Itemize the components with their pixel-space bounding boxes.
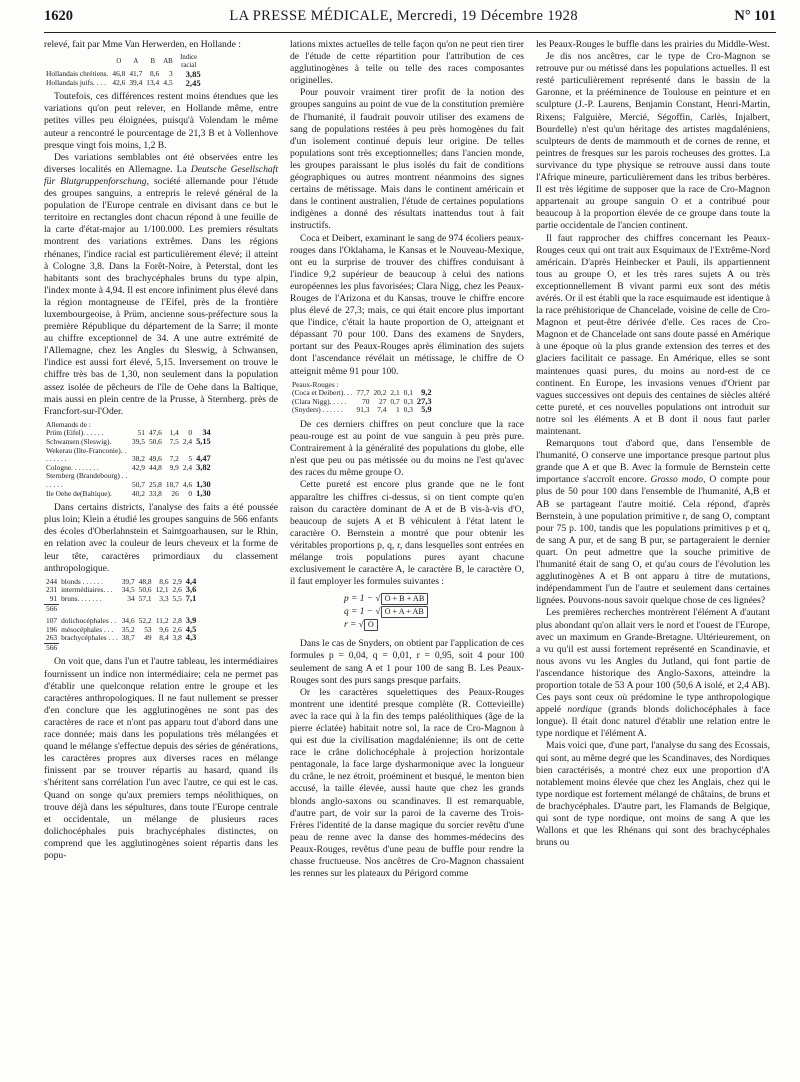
cell: 8,6: [149, 69, 160, 79]
cell: 44,8: [148, 462, 162, 472]
cell: 1: [395, 405, 400, 415]
row-label: intermédiaires. . .: [61, 585, 113, 595]
cell: 7,4: [377, 405, 387, 415]
paragraph: Je dis nos ancêtres, car le type de Cro-Magnon se retrouve pur ou métissé dans les populations actuelles. Il est resté particulièrement représenté dans le bassin de la Garonne, et la prééminence de Toulouse en peinture et en sculpture (J.-P. Laurens, Benjamin Constant, Henri-Martin, Rixens; Falguière, Mercié, Ségoffin, Carlès, Injalbert, Bourdelle) n'est qu'un héritage des artistes magdaléniens, sculpteurs de dents de mammouth et de cornes de renne, et peintres de fresques sur les parois rocheuses des grottes. La survivance du type physique se retrouve aussi dans toute l'Afrique mineure, particulièrement dans les tribus berbères. Il est très légitime de supposer que la race de Cro-Magnon appartenait au groupe sanguin O et a contribué pour beaucoup à la proportion élevée de ce groupe dans toute la partie occidentale de l'ancien continent.: [536, 51, 770, 232]
table-allemands: [44, 421, 213, 498]
cell: 91,3: [356, 405, 370, 415]
cell: 42,9: [132, 462, 145, 472]
row-label: blonds . . . . . .: [61, 576, 103, 586]
cell: 0,3: [403, 396, 413, 406]
cell: 49: [144, 633, 152, 643]
paragraph: Cette pureté est encore plus grande que ne le font apparaître les chiffres ci-dessus, si on tient compte qu'en raison du caractère dominant de A et de B vis-à-vis d'O, beaucoup de sujets A et B véhiculent à l'état latent le caractère O. Bernstein a montré que pour obtenir les véritables proportions p, q, r, dans lesquelles sont entrées en mélange trois populations pures ayant chacune exclusivement le caractère A, le caractère B, le caractère O, il faut employer les formules suivantes :: [290, 479, 524, 588]
paragraph: [536, 438, 770, 607]
cell: 34,5: [121, 585, 135, 595]
col-header: O: [116, 57, 122, 65]
cell: 9,6: [159, 624, 169, 634]
cell: 2,8: [172, 616, 182, 626]
formula-radicand: O + B + AB: [381, 593, 429, 605]
total-cell: 566: [46, 603, 58, 613]
row-label: Sternberg (Brandebourg) . . . . . . .: [46, 471, 128, 489]
cell: 91: [44, 595, 59, 604]
cell: 41,7: [129, 69, 143, 79]
cell: 0,7: [390, 396, 400, 406]
paragraph: On voit que, dans l'un et l'autre tableau, les intermédiaires fournissent un indice non intermédiaire; cela ne permet pas d'établir une quelconque relation entre le groupe et les caractères anthropologiques. Il ne faut nullement se presser d'en conclure que les agglutinogènes ne sont pas des caractères de race et n'ont pas apparu tout d'abord dans une race donnée; mais dans les populations très mélangées et quand le mélange s'effectue depuis des séries de générations, les caractères propres aux diverses races en mélange finissent par se trouver répartis au hasard, quand ils s'héritent sans corrélation l'un avec l'autre, ce qui est le cas. Quand on songe qu'aux premiers temps néolithiques, on trouve déjà dans les sépultures, dans toute l'Europe centrale et occidentale, un mélange de plusieurs races dolichocéphales puis brachycéphales distinctes, on comprend que les agglutinogènes soient répartis dans les popu-: [44, 656, 278, 861]
page-header: [44, 8, 776, 30]
cell: 231: [46, 585, 58, 595]
row-label: Schwansen (Sleswig).: [46, 437, 112, 446]
paragraph: Or les caractères squelettiques des Peaux-Rouges montrent une identité presque complète (R. Cottevieille) avec la race qui à la fin des temps paléolithiques (âge de la pierre éclatée) habitait notre sol, la race de Cro-Magnon à qui est due la civilisation magdalénienne; ils ont de cette race le crâne dolichocéphale à projection horizontale pentagonale, la face large dysharmonique avec la longueur du crâne, le nez étroit, proéminent et busqué, le menton bien accusé, la taille élevée, aussi haute que chez les grands blonds anglo-saxons ou scandinaves. Il est remarquable, d'autre part, de voir sur la paroi de la caverne des Trois-Frères l'identité de la danse magique du sorcier revêtu d'une peau de renne avec la danse des hommes-médecins des Peaux-Rouges, revêtus d'une peau de buffle pour rendre la chasse fructueuse. Nos ancêtres de Cro-Magnon chassaient les rennes sur les plateaux du Périgord comme: [290, 686, 524, 880]
cell: 2,1: [390, 388, 400, 398]
col-header: A: [133, 57, 139, 65]
formula-p: p = 1 − √ O + B + AB: [344, 593, 524, 606]
cell: 2,9: [172, 576, 182, 586]
cell: 27,3: [416, 396, 432, 406]
cell: 0,3: [403, 405, 413, 415]
cell: 4,47: [196, 454, 211, 464]
col-header: Indice racial: [180, 54, 198, 70]
cell: 33,8: [148, 488, 162, 498]
paragraph: Coca et Deibert, examinant le sang de 974 écoliers peaux-rouges dans l'Oklahama, le Kansas et le Nouveau-Mexique, ont eu la surprise de trouver des chiffres conduisant à l'indice 9,2 supérieur de beaucoup à celui des nations européennes les plus favorisées; Clara Nigg, chez les Peaux-Rouges de l'Arizona et du Kansas, trouve le chiffre encore plus élevé de 27,3; mais, ce qui était encore plus important que l'indice, c'était la haute proportion de O, atteignant et dépassant 70 pour 100. Dans des examens de Snyders, portant sur des Peaux-Rouges après élimination des sujets dont l'ascendance révélait un métissage, le chiffre de O atteignit même 91 pour 100.: [290, 232, 524, 377]
cell: 4,3: [185, 633, 197, 643]
paragraph: Dans certains districts, l'analyse des faits a été poussée plus loin; Klein a étudié les groupes sanguins de 566 enfants des écoles d'Oberlahnstein et Saintgoarhausen, sur le Rhin, en relation avec la couleur de leurs cheveux et la forme de leur tête, caractères primordiaux du classement anthropologique.: [44, 502, 278, 574]
cell: 34: [202, 428, 211, 438]
table-row: [290, 406, 434, 415]
table-row-total: [44, 604, 198, 613]
row-label: dolichocéphales . .: [61, 616, 117, 626]
table-row-total: [44, 643, 198, 652]
cell: 263: [46, 633, 58, 643]
cell: 8,4: [159, 633, 169, 643]
cell: 5,5: [172, 593, 182, 603]
row-label: Wekerau (Ilte-Franconie). . . . . . . .: [46, 445, 127, 464]
cell: 52,2: [138, 616, 152, 626]
cell: 107: [46, 616, 58, 626]
table-peaux-rouges: [290, 381, 434, 415]
cell: 2,4: [182, 462, 193, 472]
cell: 51: [137, 428, 145, 438]
cell: 50,6: [138, 585, 152, 595]
row-label: Hollandais juifs. . . .: [46, 77, 106, 87]
text-run: , O compte pour plus de 50 pour 100 dans l'ensemble de l'humanité, A,B et AB se partageant l'autre moitié. Cela répond, d'après Bernstein, à une population primitive r, de sang O, comptant pour 75 p. 100, tandis que les populations primitives p et q, de sang A pur, et de sang B pur, se partageraient le dernier quart. On peut admettre que la souche primitive de l'humanité était de sang O, et qu'au cours de l'évolution les agglutinogènes A et B ont apparu à titre de mutations, indépendamment l'un de l'autre et seulement dans certaines lignées. Pouvons-nous savoir quelque chose de ces lignées?: [536, 474, 770, 607]
formula-r: r = √ O: [344, 619, 524, 632]
table-row: [44, 472, 213, 489]
cell: 7,1: [185, 593, 197, 603]
cell: 0: [188, 488, 193, 498]
row-label: bruns. . . . . . .: [61, 593, 102, 603]
table-title: Peaux-Rouges :: [292, 379, 339, 389]
cell: 42,6: [112, 77, 126, 87]
cell: 48,8: [138, 576, 152, 586]
cell: 2,45: [185, 77, 201, 88]
text-run: (grands blonds dolichocéphales à face longue). Il était donc naturel d'établir une relation entre le type nordique et l'élément A.: [536, 704, 770, 740]
cell: 11,2: [155, 616, 169, 626]
cell: 7,5: [169, 437, 179, 446]
cell: 5,9: [421, 405, 432, 415]
paragraph: [44, 152, 278, 418]
cell: 2,4: [182, 437, 193, 446]
cell: 70: [362, 396, 370, 406]
page-number: 1620: [44, 8, 73, 24]
row-label: Hollandais chrétiens.: [46, 69, 109, 79]
table-row: [44, 490, 213, 499]
cell: 0,1: [403, 388, 413, 398]
table-row: [44, 595, 198, 604]
table-row: [44, 447, 213, 464]
col-header: B: [150, 57, 156, 65]
column-3: [536, 39, 770, 880]
paragraph: lations mixtes actuelles de telle façon qu'on ne peut rien tirer de l'étude de cette répartition pour l'attribution de ces agglutinogènes à telle ou telle des races composantes originelles.: [290, 39, 524, 87]
cell: 4,6: [182, 479, 193, 489]
paragraph: [536, 607, 770, 740]
cell: 39,7: [121, 576, 135, 586]
cell: 9,9: [169, 462, 179, 472]
cell: 244: [46, 576, 58, 586]
table-row: [44, 79, 203, 88]
cell: 1,30: [196, 479, 211, 489]
cell: 40,2: [132, 488, 145, 498]
cell: 13,4: [146, 77, 160, 87]
cell: 7,2: [169, 454, 179, 464]
cell: 38,2: [132, 454, 145, 464]
text-run: Remarquons tout d'abord que, dans l'ensemble de l'humanité, O conserve une importance presque partout plus grande que A et que B. Avec la formule de Bernstein cette importance s'accroît encore.: [536, 438, 770, 486]
formula-lhs: p = 1 −: [344, 594, 374, 605]
cell: 4,5: [163, 77, 173, 87]
cell: 9,2: [421, 388, 432, 398]
cell: 2,6: [172, 624, 182, 634]
cell: 4,4: [185, 576, 197, 586]
text-run: , société allemande pour l'étude des groupes sanguins, a entrepris le relevé général de la population de l'Europe centrale en divisant dans ce but le territoire en rectangles dont chacun répond à une feuille de la carte d'état-major au 1/100.000. Les premiers résultats montrent des variations extrêmes. Dans les régions rhénanes, l'indice racial est particulièrement élevé; il atteint à Cologne 3,8. Dans la Forêt-Noire, à Peterstal, dont les habitants sont des brachycéphales bruns du type alpin, l'index monte à 4,94. Il est encore infiniment plus élevé dans la région montagneuse de l'Eifel, près de la frontière luxembourgeoise, à Prüm, ancienne sous-préfecture sous la première République du département de la Sarre; il monte au chiffre exceptionnel de 34. A une autre extrémité de l'Allemagne, chez les Angles du Sleswig, à Schwansen, l'indice est aussi fort élevé, 5,15. Inversement on trouve le chiffre très bas de 1,30, non seulement dans la population assez isolée de pêcheurs de l'île de Oehe dans la Baltique, mais aussi en plein centre de la Prusse, à Sternberg. près de Francfort-sur-l'Oder.: [44, 175, 278, 417]
paragraph: Toutefois, ces différences restent moins étendues que les variations qu'on peut relever, en Hollande même, entre petites villes peu éloignées, puisqu'à Volendam le même auteur a rencontré le pourcentage de 21,3 B et à Vollenhove presque vingt fois moins, 1,2 B.: [44, 91, 278, 151]
cell: 34,6: [121, 616, 135, 626]
cell: 25,8: [148, 479, 162, 489]
cell: 196: [46, 624, 58, 634]
col-header: AB: [163, 57, 173, 65]
cell: 3,6: [185, 585, 197, 595]
cell: 20,2: [373, 388, 387, 398]
cell: 39,4: [129, 77, 143, 87]
columns: [44, 39, 776, 880]
cell: 3,8: [172, 633, 182, 643]
cell: 0: [188, 428, 193, 438]
cell: 3,9: [185, 616, 197, 626]
row-label: Ile Oehe de(Baltique).: [46, 488, 112, 498]
cell: 57,1: [138, 593, 152, 603]
table-row: [44, 634, 198, 643]
formula-lhs: r =: [344, 620, 357, 631]
formula-radicand: O + A + AB: [381, 606, 428, 618]
cell: 3: [168, 69, 173, 79]
row-label: brachycéphales . . .: [61, 633, 118, 643]
text-run-italic: Grosso modo: [650, 474, 704, 486]
cell: 39,5: [132, 437, 145, 446]
cell: 50,7: [132, 479, 145, 489]
cell: 35,2: [121, 624, 135, 634]
cell: 3,3: [159, 593, 169, 603]
cell: 8,6: [159, 576, 169, 586]
column-2: [290, 39, 524, 880]
table-title: Allemands de :: [46, 419, 91, 429]
bernstein-formulas: [344, 593, 524, 632]
cell: 27: [379, 396, 387, 406]
table-header-row: [44, 54, 203, 70]
paragraph: les Peaux-Rouges le buffle dans les prairies du Middle-West.: [536, 39, 770, 50]
text-run-italic: nordique: [567, 704, 602, 716]
formula-lhs: q = 1 −: [344, 607, 374, 618]
cell: 2,6: [172, 585, 182, 595]
text-run: Les premières recherches montrèrent l'élément A d'autant plus abondant qu'on allait vers le nord et l'ouest de l'Europe, avec un maximum en Grande-Bretagne. Ultérieurement, on a vu qu'il est aussi fortement représenté en Scandinavie, et nous avons vu les Angles du Jutland, qui font partie de l'ascendance historique des Anglo-Saxons, atteindre la proportion totale de 53 A pour 100 (50,6 A isolé, et 2,4 AB). Ces pays sont ceux où prédomine le type anthropologique appelé: [536, 607, 770, 716]
cell: 49,6: [148, 454, 162, 464]
cell: 4,5: [185, 624, 197, 634]
cell: 3,85: [185, 69, 201, 80]
text-run-italic: Deutsche Gesellschaft für Blutgruppenforschung: [44, 163, 278, 187]
column-1: [44, 39, 278, 880]
cell: 12,1: [155, 585, 169, 595]
table-hollande: [44, 54, 203, 87]
row-label: mésocéphales . . .: [61, 624, 114, 634]
cell: 47,6: [148, 428, 162, 438]
cell: 38,7: [121, 633, 135, 643]
cell: 3,82: [196, 462, 211, 472]
row-label: (Coca et Deibert). . .: [292, 388, 353, 398]
header-rule: [44, 32, 776, 33]
row-label: (Clara Nigg). . . . .: [292, 396, 347, 406]
formula-radicand: O: [364, 619, 378, 631]
cell: 5: [188, 454, 193, 464]
paragraph: Pour pouvoir vraiment tirer profit de la notion des groupes sanguins au point de vue de la constitution première de l'humanité, il faudrait pouvoir utiliser des examens de sang de populations restées à peu près homogènes du fait d'un isolement continué depuis leur origine. De telles populations sont très exceptionnelles; dans l'ancien monde, les groupes paraissant le plus isolés du fait de conditions géographiques ou autres montrent néanmoins des signes certains de métissage. Mais dans le continent américain et dans le continent australien, l'étude de certaines populations indigènes a donné des résultats inattendus tout à fait instructifs.: [290, 87, 524, 232]
row-label: (Snyders) . . . . . .: [292, 405, 343, 415]
paragraph: relevé, fait par Mme Van Herwerden, en Hollande :: [44, 39, 241, 50]
total-cell: 566: [46, 642, 58, 652]
cell: 53: [144, 624, 152, 634]
cell: 1,30: [196, 488, 211, 498]
paragraph: Il faut rapprocher des chiffres concernant les Peaux-Rouges ceux qui ont trait aux Esquimaux de l'Extrême-Nord américain. D'après Heinbecker et Pauli, ils appartiennent tous au groupe O, et les très rares sujets A ou très exceptionnellement B vivant parmi eux sont des métis avérés. Or il est établi que la race esquimaude est identique à la race préhistorique de Chancelade, voisine de celle de Cro-Magnon et peut-être dérivée d'elle. Ces races de Cro-Magnon et de Chancelade ont sans doute passé en Amérique à une époque où la plus grande extension des terres et des glaciers facilitait ce passage. En Amérique, elles se sont maintenues quasi pures, du moins au nord-est de ce continent. En Europe, les invasions venues d'Orient par vagues successives ont depuis des centaines de siècles altéré cette pureté, et ces nouvelles populations ont introduit sur notre sol les éléments A et B dont il nous faut parler maintenant.: [536, 232, 770, 437]
formula-q: q = 1 − √ O + A + AB: [344, 606, 524, 619]
cell: 5,15: [196, 437, 211, 446]
row-label: Cologne. . . . . . . .: [46, 462, 99, 472]
text-run: Des variations semblables ont été observées entre les diverses localités en Allemagne. La: [44, 151, 278, 175]
cell: 46,8: [112, 69, 126, 79]
journal-title: LA PRESSE MÉDICALE, Mercredi, 19 Décembre 1928: [229, 8, 578, 24]
paragraph: Dans le cas de Snyders, on obtient par l'application de ces formules p = 0,04, q = 0,01, r = 0,95, soit 4 pour 100 seulement de sang A et 1 pour 100 de sang B. Les Peaux-Rouges sont des purs sangs presque parfaits.: [290, 638, 524, 686]
cell: 26: [171, 488, 179, 498]
issue-number: N° 101: [734, 8, 776, 24]
cell: 50,6: [148, 437, 162, 446]
cell: 1,4: [169, 428, 179, 438]
cell: 18,7: [165, 479, 179, 489]
cell: 77,7: [356, 388, 370, 398]
paragraph: Mais voici que, d'une part, l'analyse du sang des Ecossais, qui sont, au même degré que les Scandinaves, des Nordiques bien caractérisés, a montré chez eux une proportion d'A notablement moins élevée que chez les Anglais, chez qui le type nordique est fortement mélangé de châtains, de bruns et de brachycéphales. D'autre part, les Flamands de Belgique, qui sont de type nordique, ont moins de sang A que les Wallons et que les Rhénans qui sont des brachycéphales bruns ou: [536, 740, 770, 849]
table-cheveux: [44, 578, 198, 653]
row-label: Prüm (Eifel). . . . . .: [46, 428, 104, 438]
paragraph: De ces derniers chiffres on peut conclure que la race peau-rouge est au point de vue sanguin à peu près pure. Contrairement à la généralité des populations du globe, elle n'est que peu ou pas métissée ou du moins ne l'est qu'avec des races du même groupe O.: [290, 419, 524, 479]
cell: 34: [127, 593, 135, 603]
